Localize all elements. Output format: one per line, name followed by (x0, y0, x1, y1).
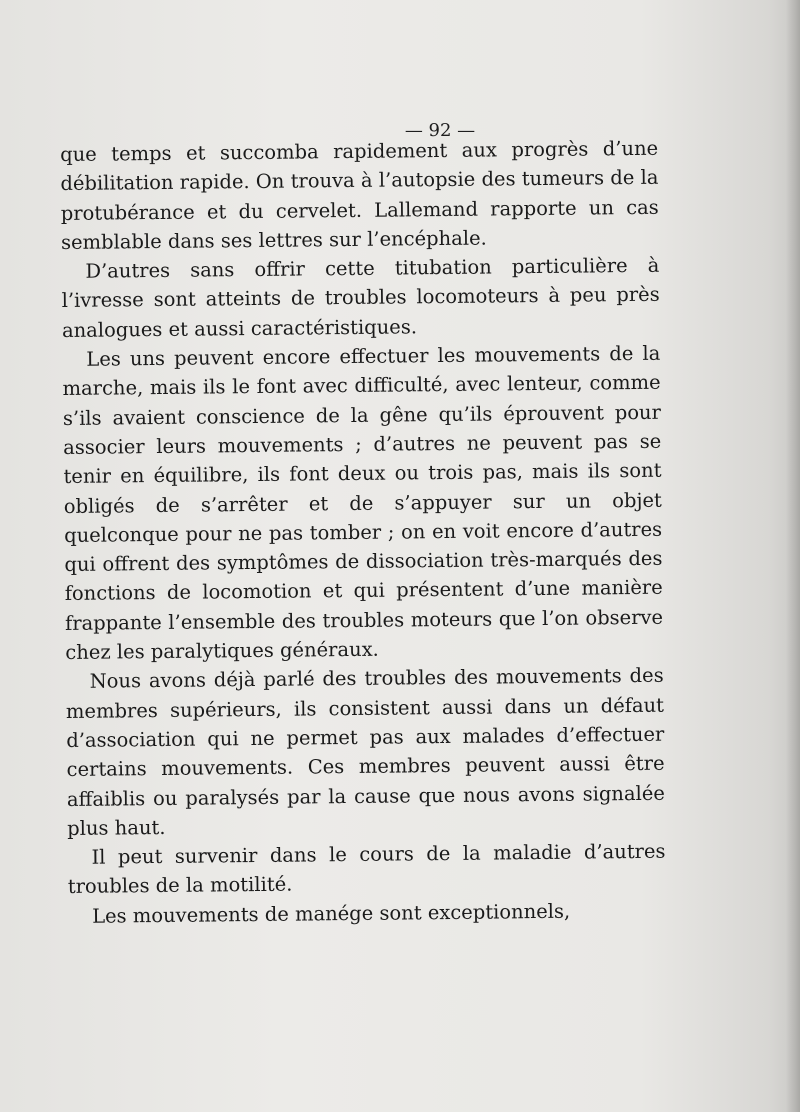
paragraph-6: Les mouvements de manége sont exceptionnels, (92, 899, 571, 928)
body-text (60, 134, 666, 931)
paragraph-4: Nous avons déjà parlé des troubles des mouvements des membres supérieurs, ils consistent aussi dans un défaut d’association qui ne permet pas aux malades d’effectuer certains mouvements. Ces membres peuvent aussi être affaiblis ou paralysés par la cause que nous avons signalée plus haut. (65, 664, 665, 840)
paragraph-5: Il peut survenir dans le cours de la maladie d’autres troubles de la motilité. (67, 839, 666, 899)
paragraph-3: Les uns peuvent encore effectuer les mouvements de la marche, mais ils le font avec difficulté, avec lenteur, comme s’ils avaient conscience de la gêne qu’ils éprouvent pour associer leurs mouvements ; d’autres ne peuvent pas se tenir en équilibre, ils font deux ou trois pas, mais ils sont obligés de s’arrêter et de s’appuyer sur un objet quelconque pour ne pas tomber ; on en voit encore d’autres qui offrent des symptômes de dissociation très-marqués des fonctions de locomotion et qui présentent d’une manière frappante l’ensemble des troubles moteurs que l’on observe chez les paralytiques généraux. (62, 341, 664, 665)
paragraph-1: que temps et succomba rapidement aux progrès d’une débilitation rapide. On trouva à l’autopsie des tumeurs de la protubérance et du cervelet. Lallemand rapporte un cas semblable dans ses lettres sur l’encéphale. (60, 136, 659, 254)
page-number: — 92 — (404, 120, 476, 141)
page-edge-shadow (786, 0, 800, 1112)
paragraph-2: D’autres sans offrir cette titubation particulière à l’ivresse sont atteints de troubles locomoteurs à peu près analogues et aussi caractéristiques. (61, 253, 660, 342)
